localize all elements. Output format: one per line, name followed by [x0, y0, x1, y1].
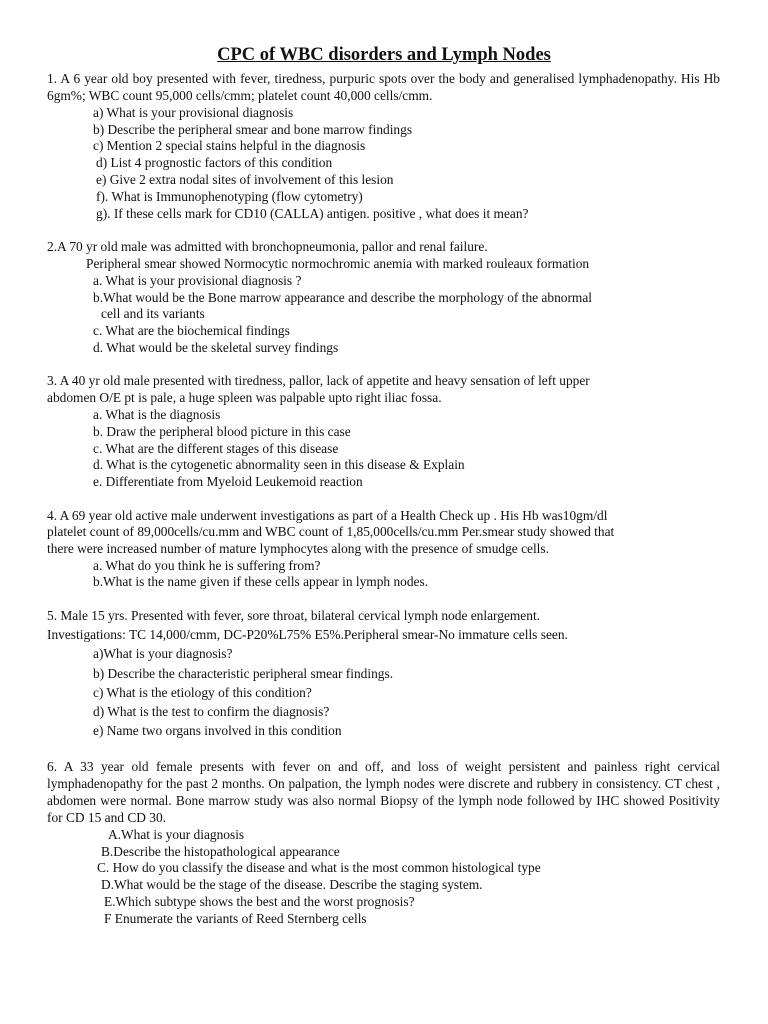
q5-item-b: b) Describe the characteristic peripheral smear findings. [93, 666, 394, 681]
q4-stem-line-1: 4. A 69 year old active male underwent investigations as part of a Health Check up . His Hb was10gm/dl [47, 508, 608, 523]
q1-item-g: g). If these cells mark for CD10 (CALLA) antigen. positive , what does it mean? [96, 206, 529, 221]
q1-item-c: c) Mention 2 special stains helpful in the diagnosis [93, 138, 366, 153]
q6-item-c: C. How do you classify the disease and what is the most common histological type [97, 860, 541, 875]
q6-item-d: D.What would be the stage of the disease. Describe the staging system. [101, 877, 483, 892]
q1-item-b: b) Describe the peripheral smear and bone marrow findings [93, 122, 413, 137]
q2-note: Peripheral smear showed Normocytic normochromic anemia with marked rouleaux formation [86, 256, 590, 271]
q2-item-d: d. What would be the skeletal survey findings [93, 340, 339, 355]
q3-item-b: b. Draw the peripheral blood picture in this case [93, 424, 351, 439]
q4-item-a: a. What do you think he is suffering from? [93, 558, 321, 573]
q3-item-d: d. What is the cytogenetic abnormality seen in this disease & Explain [93, 457, 465, 472]
q4-item-b: b.What is the name given if these cells appear in lymph nodes. [93, 574, 429, 589]
q2-item-b-cont: cell and its variants [101, 306, 205, 321]
q1-item-d: d) List 4 prognostic factors of this condition [96, 155, 333, 170]
q3-item-c: c. What are the different stages of this disease [93, 441, 339, 456]
q5-item-a: a)What is your diagnosis? [93, 646, 233, 661]
q3-item-a: a. What is the diagnosis [93, 407, 221, 422]
q6-item-e: E.Which subtype shows the best and the worst prognosis? [104, 894, 415, 909]
q1-stem: 1. A 6 year old boy presented with fever, tiredness, purpuric spots over the body and generalised lymphadenopathy. His Hb 6gm%; WBC count 95,000 cells/cmm; platelet count 40,000 cells/cmm. [47, 71, 720, 103]
q3-stem-line-2: abdomen O/E pt is pale, a huge spleen was palpable upto right iliac fossa. [47, 390, 442, 405]
q1-item-e: e) Give 2 extra nodal sites of involvement of this lesion [96, 172, 394, 187]
q2-item-c: c. What are the biochemical findings [93, 323, 290, 338]
q2-item-a: a. What is your provisional diagnosis ? [93, 273, 302, 288]
q4-stem-line-3: there were increased number of mature lymphocytes along with the presence of smudge cells. [47, 541, 549, 556]
q6-item-b: B.Describe the histopathological appearance [101, 844, 340, 859]
page-title: CPC of WBC disorders and Lymph Nodes [217, 45, 551, 65]
q6-item-a: A.What is your diagnosis [108, 827, 245, 842]
q5-stem-line-2: Investigations: TC 14,000/cmm, DC-P20%L75% E5%.Peripheral smear-No immature cells seen. [47, 627, 568, 642]
q4-stem-line-2: platelet count of 89,000cells/cu.mm and WBC count of 1,85,000cells/cu.mm Per.smear study showed that [47, 524, 615, 539]
q1-item-a: a) What is your provisional diagnosis [93, 105, 294, 120]
q3-item-e: e. Differentiate from Myeloid Leukemoid reaction [93, 474, 363, 489]
q5-item-d: d) What is the test to confirm the diagnosis? [93, 704, 330, 719]
q3-stem-line-1: 3. A 40 yr old male presented with tiredness, pallor, lack of appetite and heavy sensation of left upper [47, 373, 590, 388]
q5-item-e: e) Name two organs involved in this condition [93, 723, 342, 738]
q5-item-c: c) What is the etiology of this condition? [93, 685, 312, 700]
q1-item-f: f). What is Immunophenotyping (flow cytometry) [96, 189, 363, 204]
q6-item-f: F Enumerate the variants of Reed Sternberg cells [104, 911, 367, 926]
q2-item-b: b.What would be the Bone marrow appearance and describe the morphology of the abnormal [93, 290, 592, 305]
q5-stem-line-1: 5. Male 15 yrs. Presented with fever, sore throat, bilateral cervical lymph node enlargement. [47, 608, 541, 623]
q6-stem: 6. A 33 year old female presents with fever on and off, and loss of weight persistent and painless right cervical lymphadenopathy for the past 2 months. On palpation, the lymph nodes were discrete and rubbery in consistency. CT chest , abdomen were normal. Bone marrow study was also normal Biopsy of the lymph node followed by IHC showed Positivity for CD 15 and CD 30. [47, 759, 720, 825]
q2-stem: 2.A 70 yr old male was admitted with bronchopneumonia, pallor and renal failure. [47, 239, 488, 254]
